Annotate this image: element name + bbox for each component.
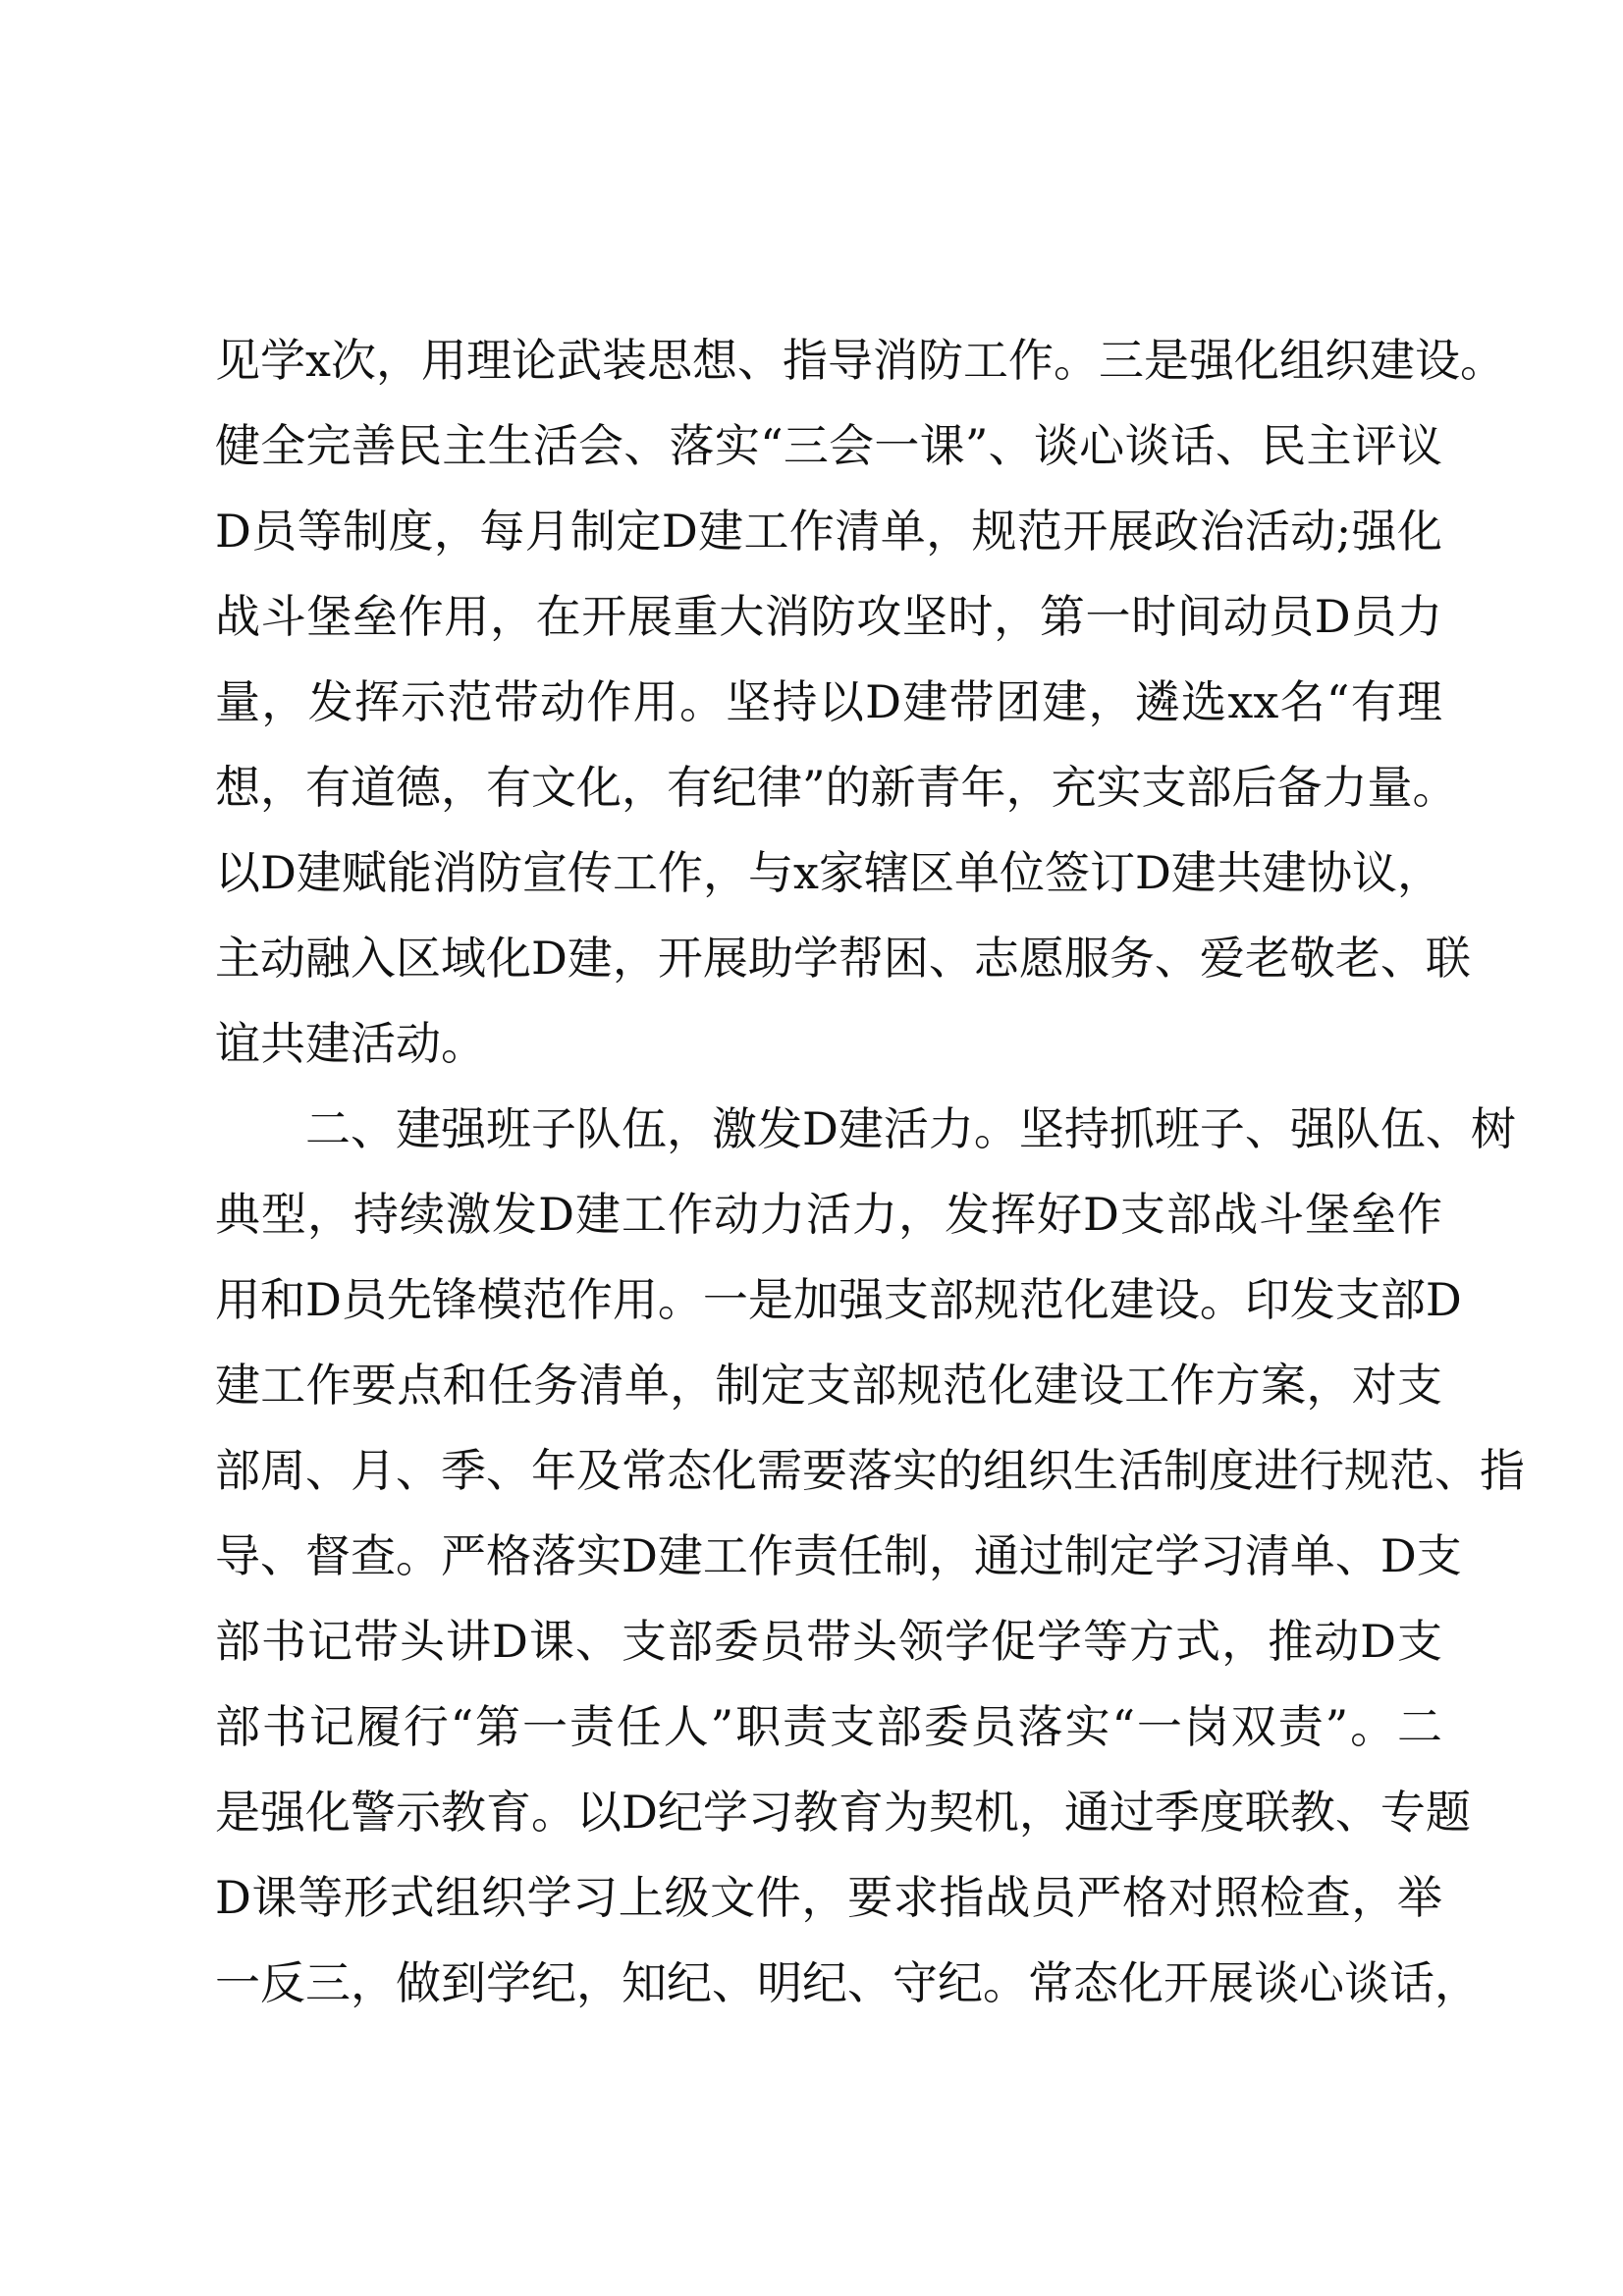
text-line: 见学x次，用理论武装思想、指导消防工作。三是强化组织建设。 (215, 334, 1505, 387)
text-line: 以D建赋能消防宣传工作，与x家辖区单位签订D建共建协议， (215, 846, 1442, 899)
text-line: 是强化警示教育。以D纪学习教育为契机，通过季度联教、专题 (215, 1786, 1471, 1839)
text-line: 健全完善民主生活会、落实“三会一课”、谈心谈话、民主评议 (215, 419, 1442, 472)
text-line: 战斗堡垒作用，在开展重大消防攻坚时，第一时间动员D员力 (215, 590, 1442, 643)
text-line: 想，有道德，有文化，有纪律”的新青年，充实支部后备力量。 (215, 761, 1458, 814)
text-line: 主动融入区域化D建，开展助学帮困、志愿服务、爱老敬老、联 (215, 932, 1471, 985)
text-line: 量，发挥示范带动作用。坚持以D建带团建，遴选xx名“有理 (215, 675, 1442, 728)
text-line: 建工作要点和任务清单，制定支部规范化建设工作方案，对支 (215, 1359, 1442, 1412)
text-line: 典型，持续激发D建工作动力活力，发挥好D支部战斗堡垒作 (215, 1188, 1442, 1241)
text-line: 用和D员先锋模范作用。一是加强支部规范化建设。印发支部D (215, 1273, 1462, 1326)
text-line: 导、督查。严格落实D建工作责任制，通过制定学习清单、D支 (215, 1529, 1462, 1582)
text-line: 部周、月、季、年及常态化需要落实的组织生活制度进行规范、指 (215, 1444, 1525, 1497)
text-line: 一反三，做到学纪，知纪、明纪、守纪。常态化开展谈心谈话， (215, 1956, 1480, 2009)
text-line: 部书记履行“第一责任人”职责支部委员落实“一岗双责”。二 (215, 1700, 1442, 1753)
section-heading-line: 二、建强班子队伍，激发D建活力。坚持抓班子、强队伍、树 (305, 1102, 1516, 1155)
text-line: D员等制度，每月制定D建工作清单，规范开展政治活动;强化 (215, 505, 1442, 558)
paragraph-end-line: 谊共建活动。 (215, 1017, 486, 1070)
text-line: D课等形式组织学习上级文件，要求指战员严格对照检查，举 (215, 1871, 1442, 1924)
text-line: 部书记带头讲D课、支部委员带头领学促学等方式，推动D支 (215, 1615, 1442, 1668)
body-text (215, 318, 1525, 2026)
